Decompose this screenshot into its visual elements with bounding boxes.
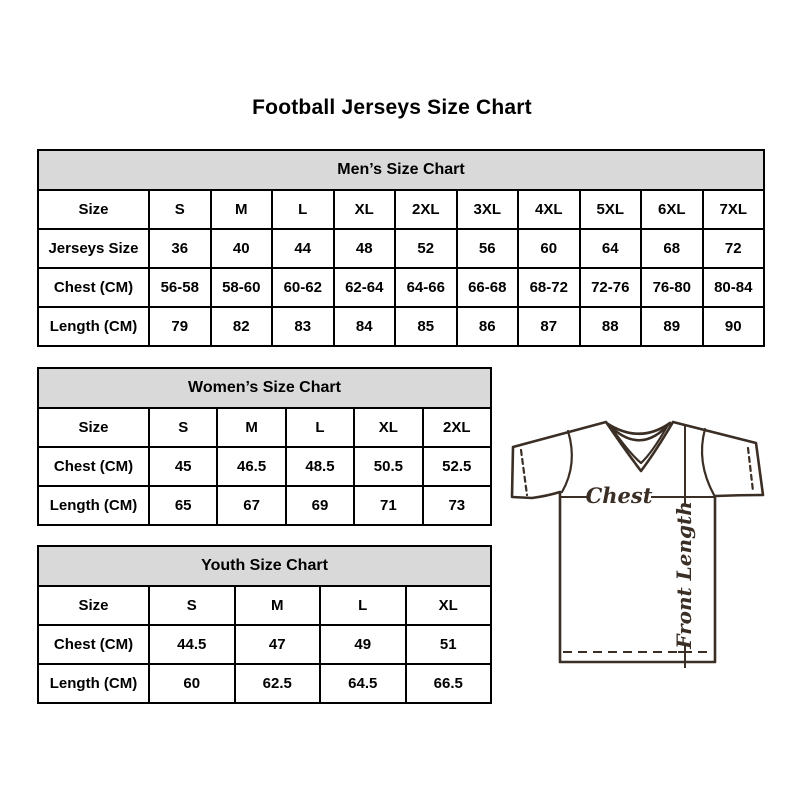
- size-cell: L: [272, 190, 334, 229]
- value-cell: 60: [518, 229, 580, 268]
- row-label: Chest (CM): [38, 625, 149, 664]
- value-cell: 71: [354, 486, 422, 525]
- value-cell: 64-66: [395, 268, 457, 307]
- value-cell: 48: [334, 229, 396, 268]
- size-header-row: [38, 586, 491, 625]
- row-label: Length (CM): [38, 486, 149, 525]
- table-row: [38, 664, 491, 703]
- value-cell: 69: [286, 486, 354, 525]
- jersey-outline: [512, 422, 763, 662]
- row-label: Chest (CM): [38, 268, 149, 307]
- value-cell: 49: [320, 625, 406, 664]
- left-cuff-dashed-line: [521, 450, 527, 495]
- value-cell: 40: [211, 229, 273, 268]
- value-cell: 52.5: [423, 447, 491, 486]
- size-cell: 2XL: [423, 408, 491, 447]
- value-cell: 88: [580, 307, 642, 346]
- mens-table-title: Men’s Size Chart: [38, 150, 764, 190]
- jersey-measurement-diagram: [500, 400, 780, 680]
- table-row: [38, 229, 764, 268]
- value-cell: 44: [272, 229, 334, 268]
- value-cell: 62-64: [334, 268, 396, 307]
- value-cell: 51: [406, 625, 492, 664]
- value-cell: 80-84: [703, 268, 765, 307]
- value-cell: 83: [272, 307, 334, 346]
- value-cell: 66-68: [457, 268, 519, 307]
- table-header-row: [38, 546, 491, 586]
- size-cell: 2XL: [395, 190, 457, 229]
- size-cell: M: [217, 408, 285, 447]
- value-cell: 68: [641, 229, 703, 268]
- value-cell: 36: [149, 229, 211, 268]
- chest-label: Chest: [585, 483, 653, 508]
- value-cell: 45: [149, 447, 217, 486]
- value-cell: 72: [703, 229, 765, 268]
- value-cell: 84: [334, 307, 396, 346]
- size-cell: M: [211, 190, 273, 229]
- size-cell: 3XL: [457, 190, 519, 229]
- value-cell: 62.5: [235, 664, 321, 703]
- right-cuff-dashed-line: [748, 448, 753, 491]
- value-cell: 47: [235, 625, 321, 664]
- table-header-row: [38, 150, 764, 190]
- left-sleeve-seam: [562, 431, 572, 492]
- size-cell: L: [286, 408, 354, 447]
- row-label: Size: [38, 190, 149, 229]
- size-cell: 7XL: [703, 190, 765, 229]
- value-cell: 68-72: [518, 268, 580, 307]
- value-cell: 67: [217, 486, 285, 525]
- value-cell: 73: [423, 486, 491, 525]
- row-label: Chest (CM): [38, 447, 149, 486]
- right-sleeve-seam: [702, 429, 714, 495]
- value-cell: 76-80: [641, 268, 703, 307]
- page-title: Football Jerseys Size Chart: [252, 96, 532, 119]
- size-cell: S: [149, 190, 211, 229]
- row-label: Size: [38, 408, 149, 447]
- size-cell: XL: [406, 586, 492, 625]
- value-cell: 52: [395, 229, 457, 268]
- value-cell: 46.5: [217, 447, 285, 486]
- row-label: Length (CM): [38, 664, 149, 703]
- size-cell: XL: [334, 190, 396, 229]
- womens-size-chart-table: [37, 367, 492, 526]
- table-row: [38, 447, 491, 486]
- value-cell: 56-58: [149, 268, 211, 307]
- womens-table-title: Women’s Size Chart: [38, 368, 491, 408]
- youth-table-title: Youth Size Chart: [38, 546, 491, 586]
- value-cell: 85: [395, 307, 457, 346]
- mens-size-chart-table: [37, 149, 765, 347]
- value-cell: 64.5: [320, 664, 406, 703]
- value-cell: 64: [580, 229, 642, 268]
- value-cell: 60: [149, 664, 235, 703]
- size-cell: S: [149, 586, 235, 625]
- value-cell: 58-60: [211, 268, 273, 307]
- value-cell: 66.5: [406, 664, 492, 703]
- value-cell: 89: [641, 307, 703, 346]
- value-cell: 44.5: [149, 625, 235, 664]
- value-cell: 87: [518, 307, 580, 346]
- value-cell: 48.5: [286, 447, 354, 486]
- size-cell: M: [235, 586, 321, 625]
- size-cell: 6XL: [641, 190, 703, 229]
- table-row: [38, 307, 764, 346]
- value-cell: 56: [457, 229, 519, 268]
- value-cell: 82: [211, 307, 273, 346]
- value-cell: 50.5: [354, 447, 422, 486]
- size-cell: L: [320, 586, 406, 625]
- value-cell: 79: [149, 307, 211, 346]
- table-row: [38, 625, 491, 664]
- value-cell: 60-62: [272, 268, 334, 307]
- size-cell: 5XL: [580, 190, 642, 229]
- table-row: [38, 268, 764, 307]
- value-cell: 86: [457, 307, 519, 346]
- size-header-row: [38, 408, 491, 447]
- size-cell: S: [149, 408, 217, 447]
- size-header-row: [38, 190, 764, 229]
- row-label: Length (CM): [38, 307, 149, 346]
- value-cell: 90: [703, 307, 765, 346]
- size-cell: 4XL: [518, 190, 580, 229]
- value-cell: 72-76: [580, 268, 642, 307]
- size-cell: XL: [354, 408, 422, 447]
- front-length-label: Front Length: [672, 501, 696, 649]
- table-row: [38, 486, 491, 525]
- table-header-row: [38, 368, 491, 408]
- value-cell: 65: [149, 486, 217, 525]
- row-label: Jerseys Size: [38, 229, 149, 268]
- row-label: Size: [38, 586, 149, 625]
- youth-size-chart-table: [37, 545, 492, 704]
